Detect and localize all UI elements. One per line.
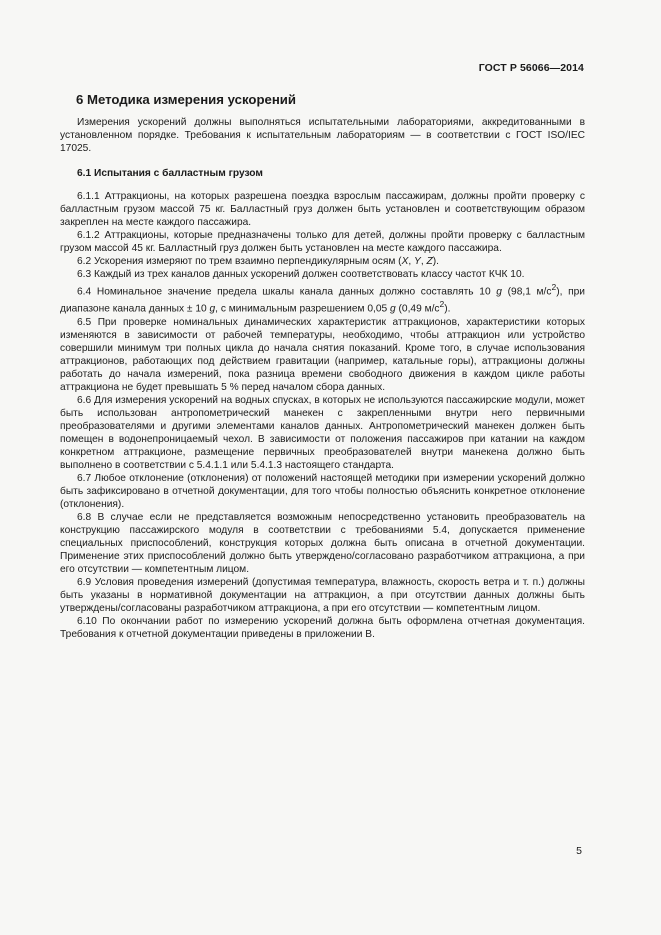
section-title: 6 Методика измерения ускорений bbox=[76, 92, 297, 107]
paragraph-6-8: 6.8 В случае если не представляется возможным непосредственно установить преобразователь на конструкцию пассажирского модуля в соответствии с требованиями 5.4, допускается применение специальных приспособлений, конструкция которых должна быть описана в отчетной документации. Применение этих приспособлений должно быть утверждено/согласовано разработчиком аттракциона, а при его отсутствии — компетентным лицом. bbox=[60, 511, 585, 575]
subsection-title: 6.1 Испытания с балластным грузом bbox=[77, 168, 263, 179]
paragraph-6-3: 6.3 Каждый из трех каналов данных ускорений должен соответствовать классу частот КЧК 10. bbox=[77, 269, 525, 280]
document-body bbox=[60, 116, 585, 641]
section-intro: Измерения ускорений должны выполняться испытательными лабораториями, аккредитованными в установленном порядке. Требования к испытательным лабораториям — в соответствии с ГОСТ ISO/IEC 17025. bbox=[60, 117, 585, 154]
paragraph-6-6: 6.6 Для измерения ускорений на водных спусках, в которых не используются пассажирские модули, может быть использован антропометрический манекен с закрепленными внутри него первичными преобразователями и другими элементами каналов данных. Антропометрический манекен должен быть помещен в водонепроницаемый чехол. В зависимости от положения пассажиров при катании на каждом конкретном аттракционе, размещение первичных преобразователей внутри манекена должно быть выполнено в соответствии с 5.4.1.1 или 5.4.1.3 настоящего стандарта. bbox=[60, 394, 585, 471]
standard-code: ГОСТ Р 56066—2014 bbox=[478, 62, 584, 74]
paragraph-6-7: 6.7 Любое отклонение (отклонения) от положений настоящей методики при измерении ускорений должно быть зафиксировано в отчетной документации, для того чтобы полностью объяснить конкретное отклонение (отклонения). bbox=[60, 472, 585, 510]
paragraph-6-1-2: 6.1.2 Аттракционы, которые предназначены только для детей, должны пройти проверку с балластным грузом массой 45 кг. Балластный груз должен быть установлен на месте каждого пассажира. bbox=[60, 230, 585, 254]
paragraph-6-10: 6.10 По окончании работ по измерению ускорений должна быть оформлена отчетная документация. Требования к отчетной документации приведены в приложении В. bbox=[60, 615, 585, 640]
paragraph-6-5: 6.5 При проверке номинальных динамических характеристик аттракционов, характеристики которых изменяются в зависимости от рабочей температуры, необходимо, чтобы аттракцион или устройство совершили минимум три полных цикла до начала снятия показаний. Кроме того, в случае использования аттракционов, работающих под действием гравитации (например, катальные горы), аттракционы должны работать до начала измерений, пока разница времени свободного движения в каждом цикле работы аттракциона не будет превышать 5 % перед началом сбора данных. bbox=[60, 316, 585, 393]
paragraph-6-4: 6.4 Номинальное значение предела шкалы канала данных должно составлять 10 g (98,1 $м/с^2$), при диапазоне канала данных ± 10 g, с минимальным разрешением 0,05 g (0,49 $м/с^2$). bbox=[60, 282, 585, 315]
paragraph-6-9: 6.9 Условия проведения измерений (допустимая температура, влажность, скорость ветра и т. п.) должны быть указаны в нормативной документации на аттракцион, а при отсутствии данных должны быть утверждены/согласованы разработчиком аттракциона, а при его отсутствии — компетентным лицом. bbox=[60, 576, 585, 614]
page-number: 5 bbox=[576, 845, 582, 857]
paragraph-6-2: 6.2 Ускорения измеряют по трем взаимно перпендикулярным осям (X, Y, Z). bbox=[77, 256, 439, 267]
paragraph-6-1-1: 6.1.1 Аттракционы, на которых разрешена поездка взрослым пассажирам, должны пройти проверку с балластным грузом массой 75 кг. Балластный груз должен быть установлен и соответствующим образом закреплен на месте каждого пассажира. bbox=[60, 191, 585, 228]
